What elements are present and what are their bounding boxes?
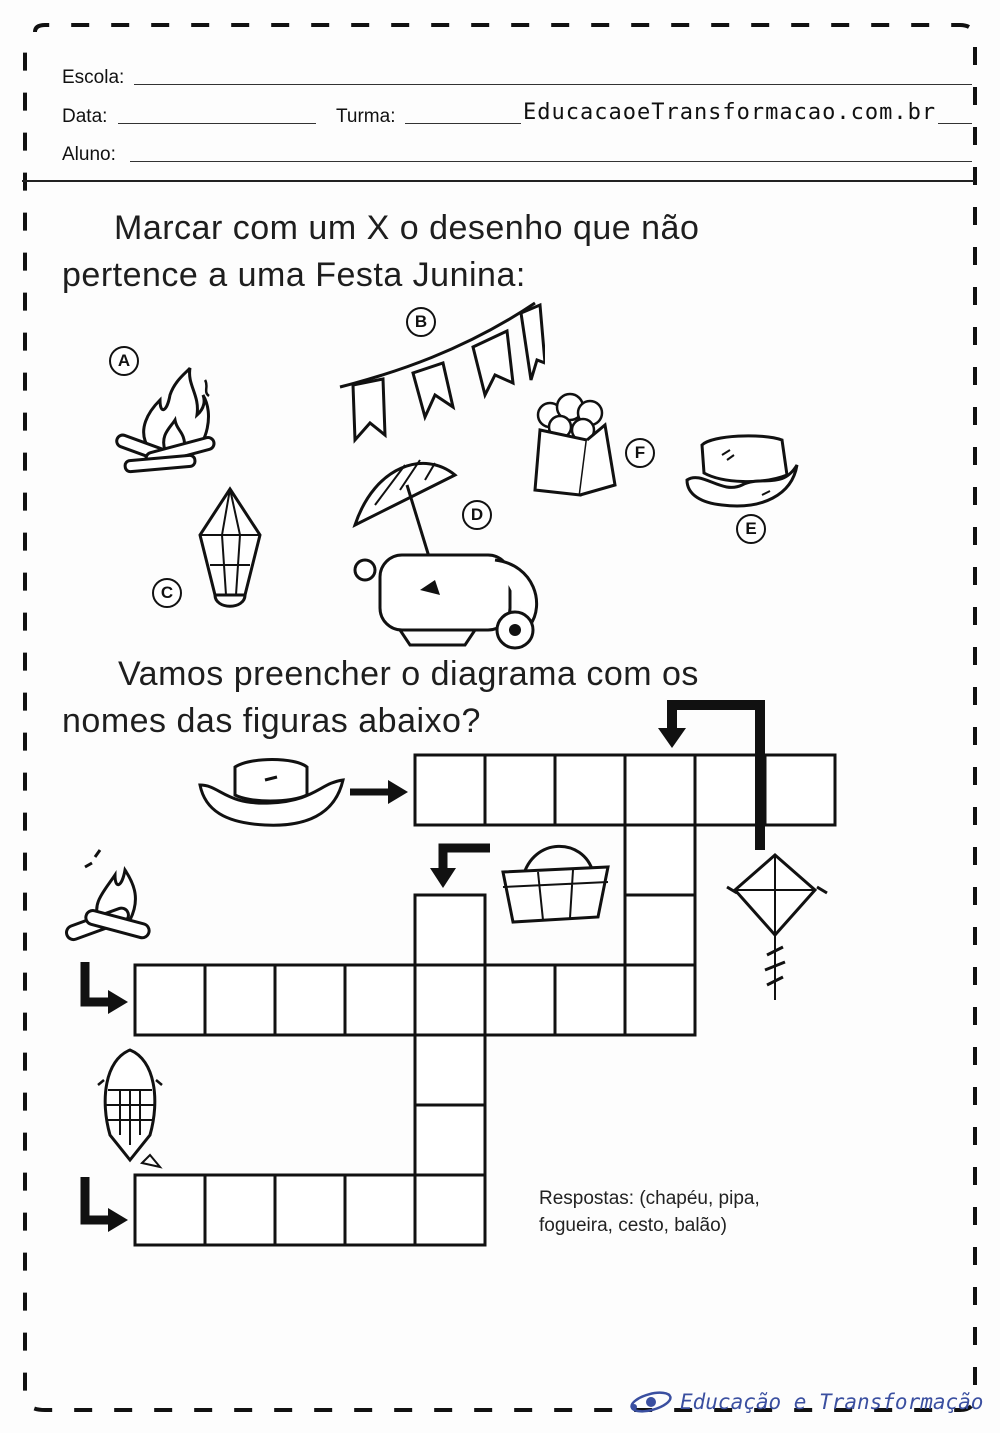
cell-fogueira-5[interactable] bbox=[415, 965, 485, 1035]
cell-fogueira-2[interactable] bbox=[205, 965, 275, 1035]
arrow-cesto bbox=[430, 848, 490, 888]
footer-brand: Educação e Transformação bbox=[680, 1390, 984, 1414]
cell-chapeu-2[interactable] bbox=[485, 755, 555, 825]
cell-balao-2[interactable] bbox=[205, 1175, 275, 1245]
turma-label: Turma: bbox=[336, 106, 396, 127]
cell-chapeu-5[interactable] bbox=[695, 755, 765, 825]
option-b-letter: B bbox=[406, 307, 436, 337]
cell-fogueira-1[interactable] bbox=[135, 965, 205, 1035]
option-f-letter: F bbox=[625, 438, 655, 468]
escola-label: Escola: bbox=[62, 67, 125, 88]
cell-fogueira-7[interactable] bbox=[555, 965, 625, 1035]
cell-fogueira-3[interactable] bbox=[275, 965, 345, 1035]
cell-pipa-3[interactable] bbox=[625, 895, 695, 965]
kite-icon bbox=[715, 845, 835, 1005]
option-a-letter: A bbox=[109, 346, 139, 376]
option-d-letter: D bbox=[462, 500, 492, 530]
brand-logo-icon bbox=[628, 1385, 674, 1419]
cell-balao-1[interactable] bbox=[135, 1175, 205, 1245]
straw-hat-icon bbox=[195, 755, 345, 830]
cell-chapeu-4[interactable] bbox=[625, 755, 695, 825]
answers-line1: Respostas: (chapéu, pipa, bbox=[539, 1188, 760, 1209]
cell-balao-3[interactable] bbox=[275, 1175, 345, 1245]
cell-balao-5[interactable] bbox=[415, 1175, 485, 1245]
website-watermark: EducacaoeTransformacao.com.br bbox=[523, 100, 937, 125]
cell-fogueira-8[interactable] bbox=[625, 965, 695, 1035]
option-c-letter: C bbox=[152, 578, 182, 608]
data-label: Data: bbox=[62, 106, 108, 127]
cell-balao-4[interactable] bbox=[345, 1175, 415, 1245]
cell-chapeu-6[interactable] bbox=[765, 755, 835, 825]
cell-cesto-1[interactable] bbox=[415, 895, 485, 965]
answers-hint bbox=[539, 1185, 760, 1239]
arrow-fogueira bbox=[85, 962, 128, 1014]
answers-line2: fogueira, cesto, balão) bbox=[539, 1215, 728, 1236]
exercise2-line2: nomes das figuras abaixo? bbox=[62, 702, 481, 740]
paper-balloon-icon bbox=[90, 1045, 170, 1175]
exercise1-line1: Marcar com um X o desenho que não bbox=[114, 209, 700, 247]
cell-cesto-4[interactable] bbox=[415, 1105, 485, 1175]
cell-fogueira-4[interactable] bbox=[345, 965, 415, 1035]
cell-cesto-3[interactable] bbox=[415, 1035, 485, 1105]
arrow-balao bbox=[85, 1177, 128, 1232]
bonfire-icon bbox=[60, 845, 155, 950]
arrow-chapeu bbox=[350, 780, 408, 804]
cell-pipa-2[interactable] bbox=[625, 825, 695, 895]
basket-icon bbox=[498, 832, 618, 927]
aluno-label: Aluno: bbox=[62, 144, 116, 165]
cell-chapeu-3[interactable] bbox=[555, 755, 625, 825]
cell-fogueira-6[interactable] bbox=[485, 965, 555, 1035]
exercise2-line1: Vamos preencher o diagrama com os bbox=[118, 655, 699, 693]
cell-chapeu-1[interactable] bbox=[415, 755, 485, 825]
exercise1-line2: pertence a uma Festa Junina: bbox=[62, 256, 526, 294]
option-e-letter: E bbox=[736, 514, 766, 544]
